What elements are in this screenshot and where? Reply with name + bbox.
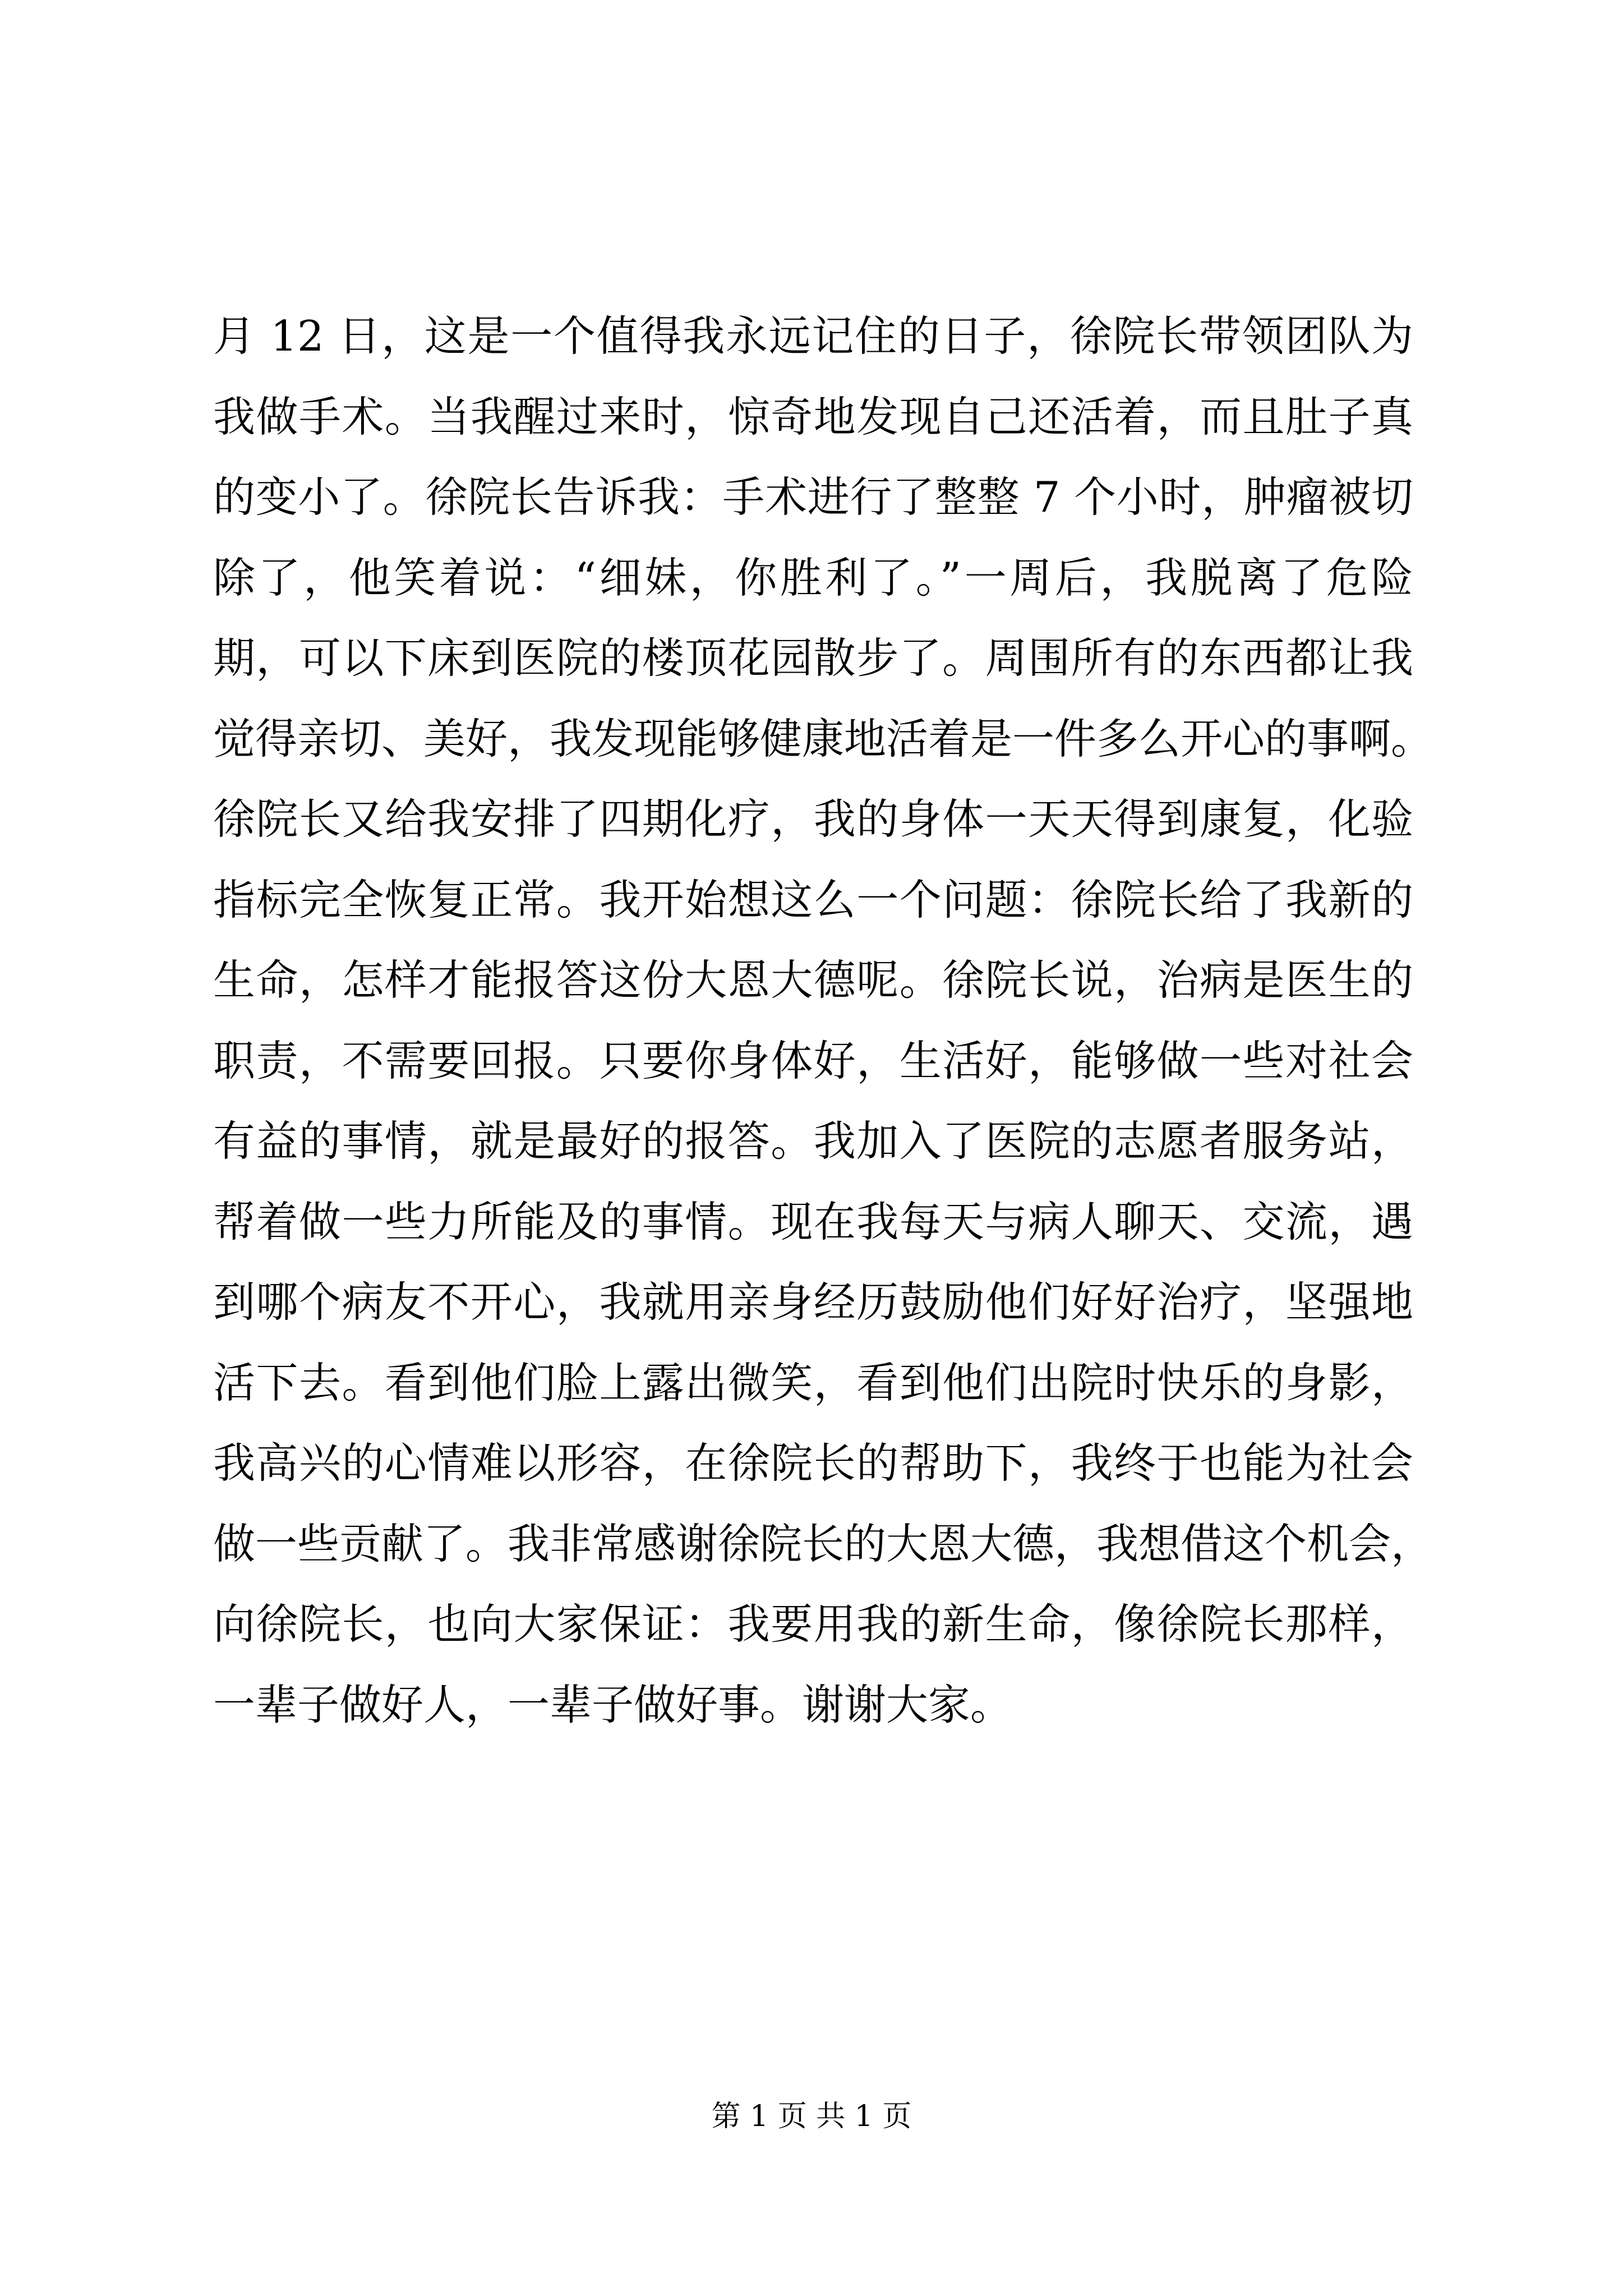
text-line: 期，可以下床到医院的楼顶花园散步了。周围所有的东西都让我 bbox=[213, 633, 1413, 683]
page-footer: 第 1 页 共 1 页 bbox=[711, 2100, 912, 2133]
text-line: 一辈子做好人，一辈子做好事。谢谢大家。 bbox=[213, 1680, 1013, 1729]
text-line: 向徐院长，也向大家保证：我要用我的新生命，像徐院长那样， bbox=[213, 1599, 1413, 1649]
body-paragraph bbox=[213, 296, 1433, 1745]
text-line: 的变小了。徐院长告诉我：手术进行了整整 7 个小时，肿瘤被切 bbox=[213, 472, 1413, 522]
text-line: 职责，不需要回报。只要你身体好，生活好，能够做一些对社会 bbox=[213, 1036, 1413, 1085]
text-line: 我高兴的心情难以形容，在徐院长的帮助下，我终于也能为社会 bbox=[213, 1438, 1413, 1488]
text-line: 帮着做一些力所能及的事情。现在我每天与病人聊天、交流，遇 bbox=[213, 1197, 1413, 1246]
text-line: 觉得亲切、美好，我发现能够健康地活着是一件多么开心的事啊。 bbox=[213, 714, 1433, 763]
text-line: 生命，怎样才能报答这份大恩大德呢。徐院长说，治病是医生的 bbox=[213, 955, 1413, 1005]
text-line: 到哪个病友不开心，我就用亲身经历鼓励他们好好治疗，坚强地 bbox=[213, 1277, 1413, 1327]
text-line: 我做手术。当我醒过来时，惊奇地发现自己还活着，而且肚子真 bbox=[213, 392, 1413, 441]
text-line: 徐院长又给我安排了四期化疗，我的身体一天天得到康复，化验 bbox=[213, 794, 1413, 844]
text-line: 做一些贡献了。我非常感谢徐院长的大恩大德，我想借这个机会， bbox=[213, 1519, 1433, 1568]
text-line: 指标完全恢复正常。我开始想这么一个问题：徐院长给了我新的 bbox=[213, 875, 1413, 924]
text-line: 活下去。看到他们脸上露出微笑，看到他们出院时快乐的身影， bbox=[213, 1358, 1413, 1407]
text-line: 除了，他笑着说：“细妹，你胜利了。”一周后，我脱离了危险 bbox=[213, 553, 1413, 602]
text-line: 有益的事情，就是最好的报答。我加入了医院的志愿者服务站， bbox=[213, 1116, 1413, 1166]
text-line: 月 12 日，这是一个值得我永远记住的日子，徐院长带领团队为 bbox=[213, 311, 1413, 361]
